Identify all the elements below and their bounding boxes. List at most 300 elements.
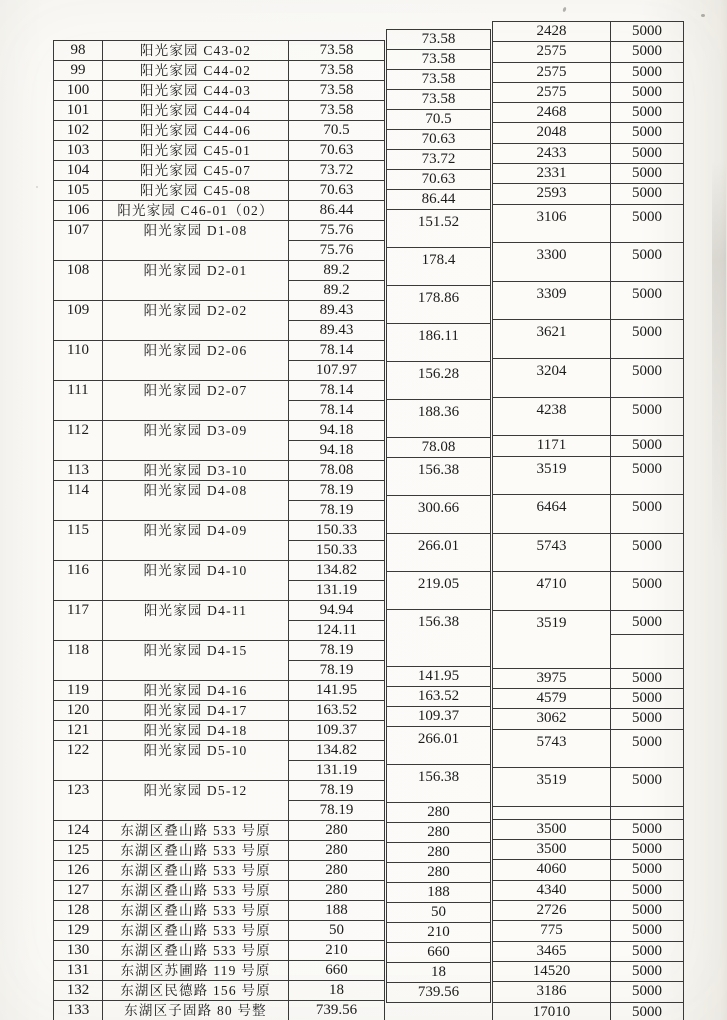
total-cell: 219.05 <box>387 572 491 610</box>
table-row <box>54 261 385 281</box>
scan-streak-artifact <box>712 160 726 560</box>
limit-cell: 5000 <box>611 397 684 436</box>
area-cell: 89.43 <box>289 301 385 321</box>
value-cell: 3309 <box>493 281 611 320</box>
limit-cell: 5000 <box>611 359 684 398</box>
table-row <box>54 681 385 701</box>
total-cell: 266.01 <box>387 727 491 765</box>
value-cell: 3500 <box>493 819 611 839</box>
table-row <box>54 821 385 841</box>
total-cell: 73.72 <box>387 150 491 170</box>
name-cell: 东湖区叠山路 533 号原 <box>103 921 289 941</box>
value-cell: 2575 <box>493 82 611 102</box>
area-cell: 131.19 <box>289 761 385 781</box>
scan-speck-artifact <box>562 7 567 13</box>
name-cell: 东湖区叠山路 533 号原 <box>103 841 289 861</box>
area-cell: 739.56 <box>289 1001 385 1020</box>
name-cell: 东湖区叠山路 533 号原 <box>103 901 289 921</box>
name-cell: 阳光家园 D2-02 <box>103 301 289 341</box>
table-row <box>387 170 491 190</box>
total-cell: 86.44 <box>387 190 491 210</box>
table-row <box>493 961 684 981</box>
limit-subcell: 5000 <box>611 611 683 635</box>
table-row <box>54 781 385 801</box>
name-cell: 阳光家园 D4-11 <box>103 601 289 641</box>
area-cell: 107.97 <box>289 361 385 381</box>
value-cell: 3519 <box>493 456 611 495</box>
row-number-cell: 114 <box>54 481 103 521</box>
area-cell: 131.19 <box>289 581 385 601</box>
value-cell: 6464 <box>493 495 611 534</box>
row-number-cell: 109 <box>54 301 103 341</box>
total-cell: 188.36 <box>387 400 491 438</box>
area-cell: 78.19 <box>289 781 385 801</box>
area-cell: 78.08 <box>289 461 385 481</box>
limit-cell: 5000 <box>611 982 684 1002</box>
name-cell: 阳光家园 D2-06 <box>103 341 289 381</box>
total-cell: 210 <box>387 923 491 943</box>
empty-subcell <box>611 635 683 665</box>
table-row <box>493 243 684 282</box>
table-row <box>387 534 491 572</box>
table-row <box>387 765 491 803</box>
table-row <box>387 458 491 496</box>
total-cell: 70.63 <box>387 130 491 150</box>
table-row <box>54 301 385 321</box>
value-cell: 2575 <box>493 62 611 82</box>
table-row <box>387 130 491 150</box>
value-cell: 2468 <box>493 103 611 123</box>
row-number-cell: 130 <box>54 941 103 961</box>
name-cell: 东湖区叠山路 533 号原 <box>103 941 289 961</box>
table-row <box>54 201 385 221</box>
total-cell: 660 <box>387 943 491 963</box>
area-cell: 70.5 <box>289 121 385 141</box>
limit-cell: 5000 <box>611 243 684 282</box>
table-row <box>493 901 684 921</box>
area-cell: 50 <box>289 921 385 941</box>
value-cell: 4238 <box>493 397 611 436</box>
total-cell: 73.58 <box>387 90 491 110</box>
total-cell: 739.56 <box>387 983 491 1003</box>
name-cell: 阳光家园 D1-08 <box>103 221 289 261</box>
table-row <box>54 41 385 61</box>
name-cell: 阳光家园 D5-12 <box>103 781 289 821</box>
area-cell: 78.19 <box>289 641 385 661</box>
table-row <box>54 701 385 721</box>
table-row <box>54 121 385 141</box>
value-limit-columns-table <box>492 21 684 1020</box>
value-cell: 2726 <box>493 901 611 921</box>
table-row <box>54 641 385 661</box>
value-cell: 4060 <box>493 860 611 880</box>
limit-cell: 5000 <box>611 860 684 880</box>
table-row <box>493 860 684 880</box>
area-cell: 89.43 <box>289 321 385 341</box>
total-cell: 163.52 <box>387 687 491 707</box>
row-number-cell: 99 <box>54 61 103 81</box>
table-row <box>387 963 491 983</box>
table-row <box>54 481 385 501</box>
area-cell: 78.19 <box>289 501 385 521</box>
table-row <box>493 456 684 495</box>
value-cell: 2575 <box>493 42 611 62</box>
table-row <box>493 62 684 82</box>
name-cell: 阳光家园 D4-15 <box>103 641 289 681</box>
table-row <box>493 397 684 436</box>
total-cell: 141.95 <box>387 667 491 687</box>
area-cell: 660 <box>289 961 385 981</box>
name-cell: 东湖区民德路 156 号原 <box>103 981 289 1001</box>
row-number-cell: 116 <box>54 561 103 601</box>
area-cell: 73.58 <box>289 61 385 81</box>
value-cell: 1171 <box>493 436 611 456</box>
table-row <box>54 881 385 901</box>
area-cell: 188 <box>289 901 385 921</box>
row-number-cell: 133 <box>54 1001 103 1020</box>
name-cell: 阳光家园 C44-04 <box>103 101 289 121</box>
area-cell: 109.37 <box>289 721 385 741</box>
table-row <box>54 561 385 581</box>
limit-cell: 5000 <box>611 281 684 320</box>
name-cell: 阳光家园 D5-10 <box>103 741 289 781</box>
table-row <box>493 729 684 768</box>
total-cell: 78.08 <box>387 438 491 458</box>
area-cell: 78.19 <box>289 661 385 681</box>
table-row <box>387 50 491 70</box>
value-cell: 3621 <box>493 320 611 359</box>
row-number-cell: 125 <box>54 841 103 861</box>
limit-cell: 5000 <box>611 709 684 729</box>
table-row <box>387 190 491 210</box>
table-row <box>387 324 491 362</box>
limit-cell: 5000 <box>611 689 684 709</box>
table-row <box>493 941 684 961</box>
row-number-cell: 124 <box>54 821 103 841</box>
value-cell: 4579 <box>493 689 611 709</box>
name-cell: 东湖区子固路 80 号整 <box>103 1001 289 1020</box>
value-cell: 5743 <box>493 533 611 572</box>
value-cell: 3975 <box>493 668 611 688</box>
name-cell: 阳光家园 C46-01（02） <box>103 201 289 221</box>
name-cell: 阳光家园 D4-16 <box>103 681 289 701</box>
table-row <box>387 727 491 765</box>
value-cell: 5743 <box>493 729 611 768</box>
row-number-cell: 101 <box>54 101 103 121</box>
table-row <box>54 901 385 921</box>
row-number-cell: 115 <box>54 521 103 561</box>
table-row <box>54 81 385 101</box>
value-cell: 775 <box>493 921 611 941</box>
table-row <box>54 921 385 941</box>
row-number-cell: 127 <box>54 881 103 901</box>
total-cell: 178.4 <box>387 248 491 286</box>
table-row <box>387 843 491 863</box>
table-row <box>54 221 385 241</box>
total-cell: 266.01 <box>387 534 491 572</box>
total-cell: 151.52 <box>387 210 491 248</box>
table-row <box>493 1002 684 1020</box>
table-row <box>54 601 385 621</box>
name-cell: 阳光家园 D3-09 <box>103 421 289 461</box>
table-row <box>493 533 684 572</box>
limit-cell: 5000 <box>611 880 684 900</box>
table-row <box>387 687 491 707</box>
area-cell: 280 <box>289 881 385 901</box>
table-row <box>493 572 684 611</box>
limit-cell: 5000 <box>611 961 684 981</box>
table-row <box>387 610 491 667</box>
table-row <box>387 286 491 324</box>
row-number-cell: 126 <box>54 861 103 881</box>
area-cell: 94.18 <box>289 421 385 441</box>
value-cell: 3106 <box>493 204 611 243</box>
row-number-cell: 119 <box>54 681 103 701</box>
total-cell: 156.38 <box>387 765 491 803</box>
area-cell: 163.52 <box>289 701 385 721</box>
name-cell: 东湖区叠山路 533 号原 <box>103 881 289 901</box>
limit-cell: 5000 <box>611 42 684 62</box>
table-row <box>387 823 491 843</box>
total-cell: 156.28 <box>387 362 491 400</box>
table-row <box>387 983 491 1003</box>
area-cell: 94.94 <box>289 601 385 621</box>
total-cell: 280 <box>387 803 491 823</box>
total-cell: 186.11 <box>387 324 491 362</box>
limit-cell: 5000 <box>611 921 684 941</box>
value-cell: 3062 <box>493 709 611 729</box>
table-row <box>493 143 684 163</box>
total-cell: 280 <box>387 823 491 843</box>
total-cell: 156.38 <box>387 610 491 667</box>
row-number-cell: 98 <box>54 41 103 61</box>
table-row <box>54 1001 385 1020</box>
name-cell: 阳光家园 D3-10 <box>103 461 289 481</box>
table-row <box>387 248 491 286</box>
limit-cell: 5000 <box>611 729 684 768</box>
area-cell: 150.33 <box>289 541 385 561</box>
table-row <box>387 863 491 883</box>
total-cell: 188 <box>387 883 491 903</box>
table-row <box>493 164 684 184</box>
limit-cell: 5000 <box>611 82 684 102</box>
area-cell: 78.19 <box>289 801 385 821</box>
name-cell: 阳光家园 C44-02 <box>103 61 289 81</box>
row-number-cell: 118 <box>54 641 103 681</box>
row-number-cell: 105 <box>54 181 103 201</box>
limit-cell: 5000 <box>611 495 684 534</box>
row-number-cell: 120 <box>54 701 103 721</box>
table-row <box>54 101 385 121</box>
row-number-cell: 111 <box>54 381 103 421</box>
table-row <box>54 861 385 881</box>
scan-speck-artifact <box>701 14 705 17</box>
table-row <box>493 82 684 102</box>
limit-cell: 5000 <box>611 184 684 204</box>
total-cell: 73.58 <box>387 50 491 70</box>
value-cell: 2331 <box>493 164 611 184</box>
limit-cell: 5000 <box>611 1002 684 1020</box>
limit-cell: 5000 <box>611 436 684 456</box>
table-row <box>54 421 385 441</box>
area-cell: 78.14 <box>289 341 385 361</box>
table-row <box>387 30 491 50</box>
limit-cell: 5000 <box>611 901 684 921</box>
limit-cell: 5000 <box>611 456 684 495</box>
area-cell: 210 <box>289 941 385 961</box>
area-cell: 280 <box>289 841 385 861</box>
table-row <box>54 841 385 861</box>
name-cell: 阳光家园 D4-10 <box>103 561 289 601</box>
table-row <box>493 281 684 320</box>
value-cell: 3519 <box>493 768 611 807</box>
table-row <box>493 204 684 243</box>
row-number-cell: 117 <box>54 601 103 641</box>
name-cell: 东湖区叠山路 533 号原 <box>103 861 289 881</box>
area-cell: 89.2 <box>289 261 385 281</box>
area-cell: 70.63 <box>289 141 385 161</box>
name-cell: 阳光家园 C44-06 <box>103 121 289 141</box>
row-number-cell: 103 <box>54 141 103 161</box>
total-cell: 70.5 <box>387 110 491 130</box>
table-row <box>387 150 491 170</box>
area-cell: 18 <box>289 981 385 1001</box>
value-cell: 2428 <box>493 22 611 42</box>
table-row <box>493 22 684 42</box>
total-cell: 73.58 <box>387 30 491 50</box>
area-cell: 75.76 <box>289 241 385 261</box>
area-cell: 134.82 <box>289 561 385 581</box>
row-number-cell: 108 <box>54 261 103 301</box>
name-cell: 阳光家园 C45-08 <box>103 181 289 201</box>
row-number-cell: 122 <box>54 741 103 781</box>
value-cell: 2433 <box>493 143 611 163</box>
row-number-cell: 100 <box>54 81 103 101</box>
name-cell: 东湖区苏圃路 119 号原 <box>103 961 289 981</box>
value-cell: 4340 <box>493 880 611 900</box>
area-cell: 78.14 <box>289 401 385 421</box>
table-row <box>493 436 684 456</box>
total-cell: 73.58 <box>387 70 491 90</box>
total-cell: 300.66 <box>387 496 491 534</box>
table-row <box>493 123 684 143</box>
name-cell: 阳光家园 D4-17 <box>103 701 289 721</box>
area-cell: 78.14 <box>289 381 385 401</box>
value-cell: 4710 <box>493 572 611 611</box>
table-row <box>54 741 385 761</box>
table-row <box>493 819 684 839</box>
total-cell: 109.37 <box>387 707 491 727</box>
table-row <box>54 461 385 481</box>
limit-cell: 5000 <box>611 123 684 143</box>
row-number-cell: 104 <box>54 161 103 181</box>
table-row <box>493 880 684 900</box>
limit-cell <box>611 610 684 668</box>
total-cell: 178.86 <box>387 286 491 324</box>
table-row <box>54 381 385 401</box>
name-cell: 阳光家园 D2-07 <box>103 381 289 421</box>
table-row <box>387 943 491 963</box>
table-row <box>387 362 491 400</box>
left-columns-table <box>53 40 385 1020</box>
table-row <box>54 981 385 1001</box>
table-row <box>493 320 684 359</box>
table-row <box>54 961 385 981</box>
row-number-cell: 110 <box>54 341 103 381</box>
name-cell: 阳光家园 C45-01 <box>103 141 289 161</box>
table-row <box>387 90 491 110</box>
table-row <box>54 161 385 181</box>
total-area-column-table <box>386 29 491 1003</box>
value-cell: 3465 <box>493 941 611 961</box>
name-cell: 阳光家园 C44-03 <box>103 81 289 101</box>
row-number-cell: 107 <box>54 221 103 261</box>
name-cell: 阳光家园 D4-08 <box>103 481 289 521</box>
total-cell: 70.63 <box>387 170 491 190</box>
total-cell: 280 <box>387 863 491 883</box>
name-cell: 东湖区叠山路 533 号原 <box>103 821 289 841</box>
table-row <box>387 803 491 823</box>
limit-cell: 5000 <box>611 143 684 163</box>
table-row <box>54 721 385 741</box>
row-number-cell: 128 <box>54 901 103 921</box>
name-cell: 阳光家园 C43-02 <box>103 41 289 61</box>
limit-cell: 5000 <box>611 204 684 243</box>
area-cell: 280 <box>289 861 385 881</box>
table-row <box>54 181 385 201</box>
limit-cell: 5000 <box>611 22 684 42</box>
row-number-cell: 123 <box>54 781 103 821</box>
table-row <box>387 438 491 458</box>
limit-cell: 5000 <box>611 533 684 572</box>
limit-cell: 5000 <box>611 819 684 839</box>
limit-cell: 5000 <box>611 320 684 359</box>
row-number-cell: 129 <box>54 921 103 941</box>
area-cell: 89.2 <box>289 281 385 301</box>
table-row <box>54 521 385 541</box>
area-cell: 75.76 <box>289 221 385 241</box>
limit-cell: 5000 <box>611 62 684 82</box>
name-cell: 阳光家园 D4-18 <box>103 721 289 741</box>
table-row <box>387 707 491 727</box>
table-row <box>493 689 684 709</box>
row-number-cell: 132 <box>54 981 103 1001</box>
table-row <box>493 359 684 398</box>
area-cell: 73.58 <box>289 101 385 121</box>
table-row <box>493 42 684 62</box>
table-row <box>493 768 684 807</box>
table-row <box>54 141 385 161</box>
value-cell: 3300 <box>493 243 611 282</box>
table-row <box>387 903 491 923</box>
limit-cell: 5000 <box>611 840 684 860</box>
table-row <box>387 667 491 687</box>
name-cell: 阳光家园 D2-01 <box>103 261 289 301</box>
limit-cell: 5000 <box>611 572 684 611</box>
limit-cell: 5000 <box>611 164 684 184</box>
total-cell: 18 <box>387 963 491 983</box>
table-row <box>493 982 684 1002</box>
limit-cell: 5000 <box>611 103 684 123</box>
table-row <box>387 70 491 90</box>
table-row <box>493 806 684 819</box>
area-cell: 70.63 <box>289 181 385 201</box>
row-number-cell: 106 <box>54 201 103 221</box>
table-row <box>54 341 385 361</box>
value-cell: 2048 <box>493 123 611 143</box>
table-row <box>387 572 491 610</box>
name-cell: 阳光家园 D4-09 <box>103 521 289 561</box>
